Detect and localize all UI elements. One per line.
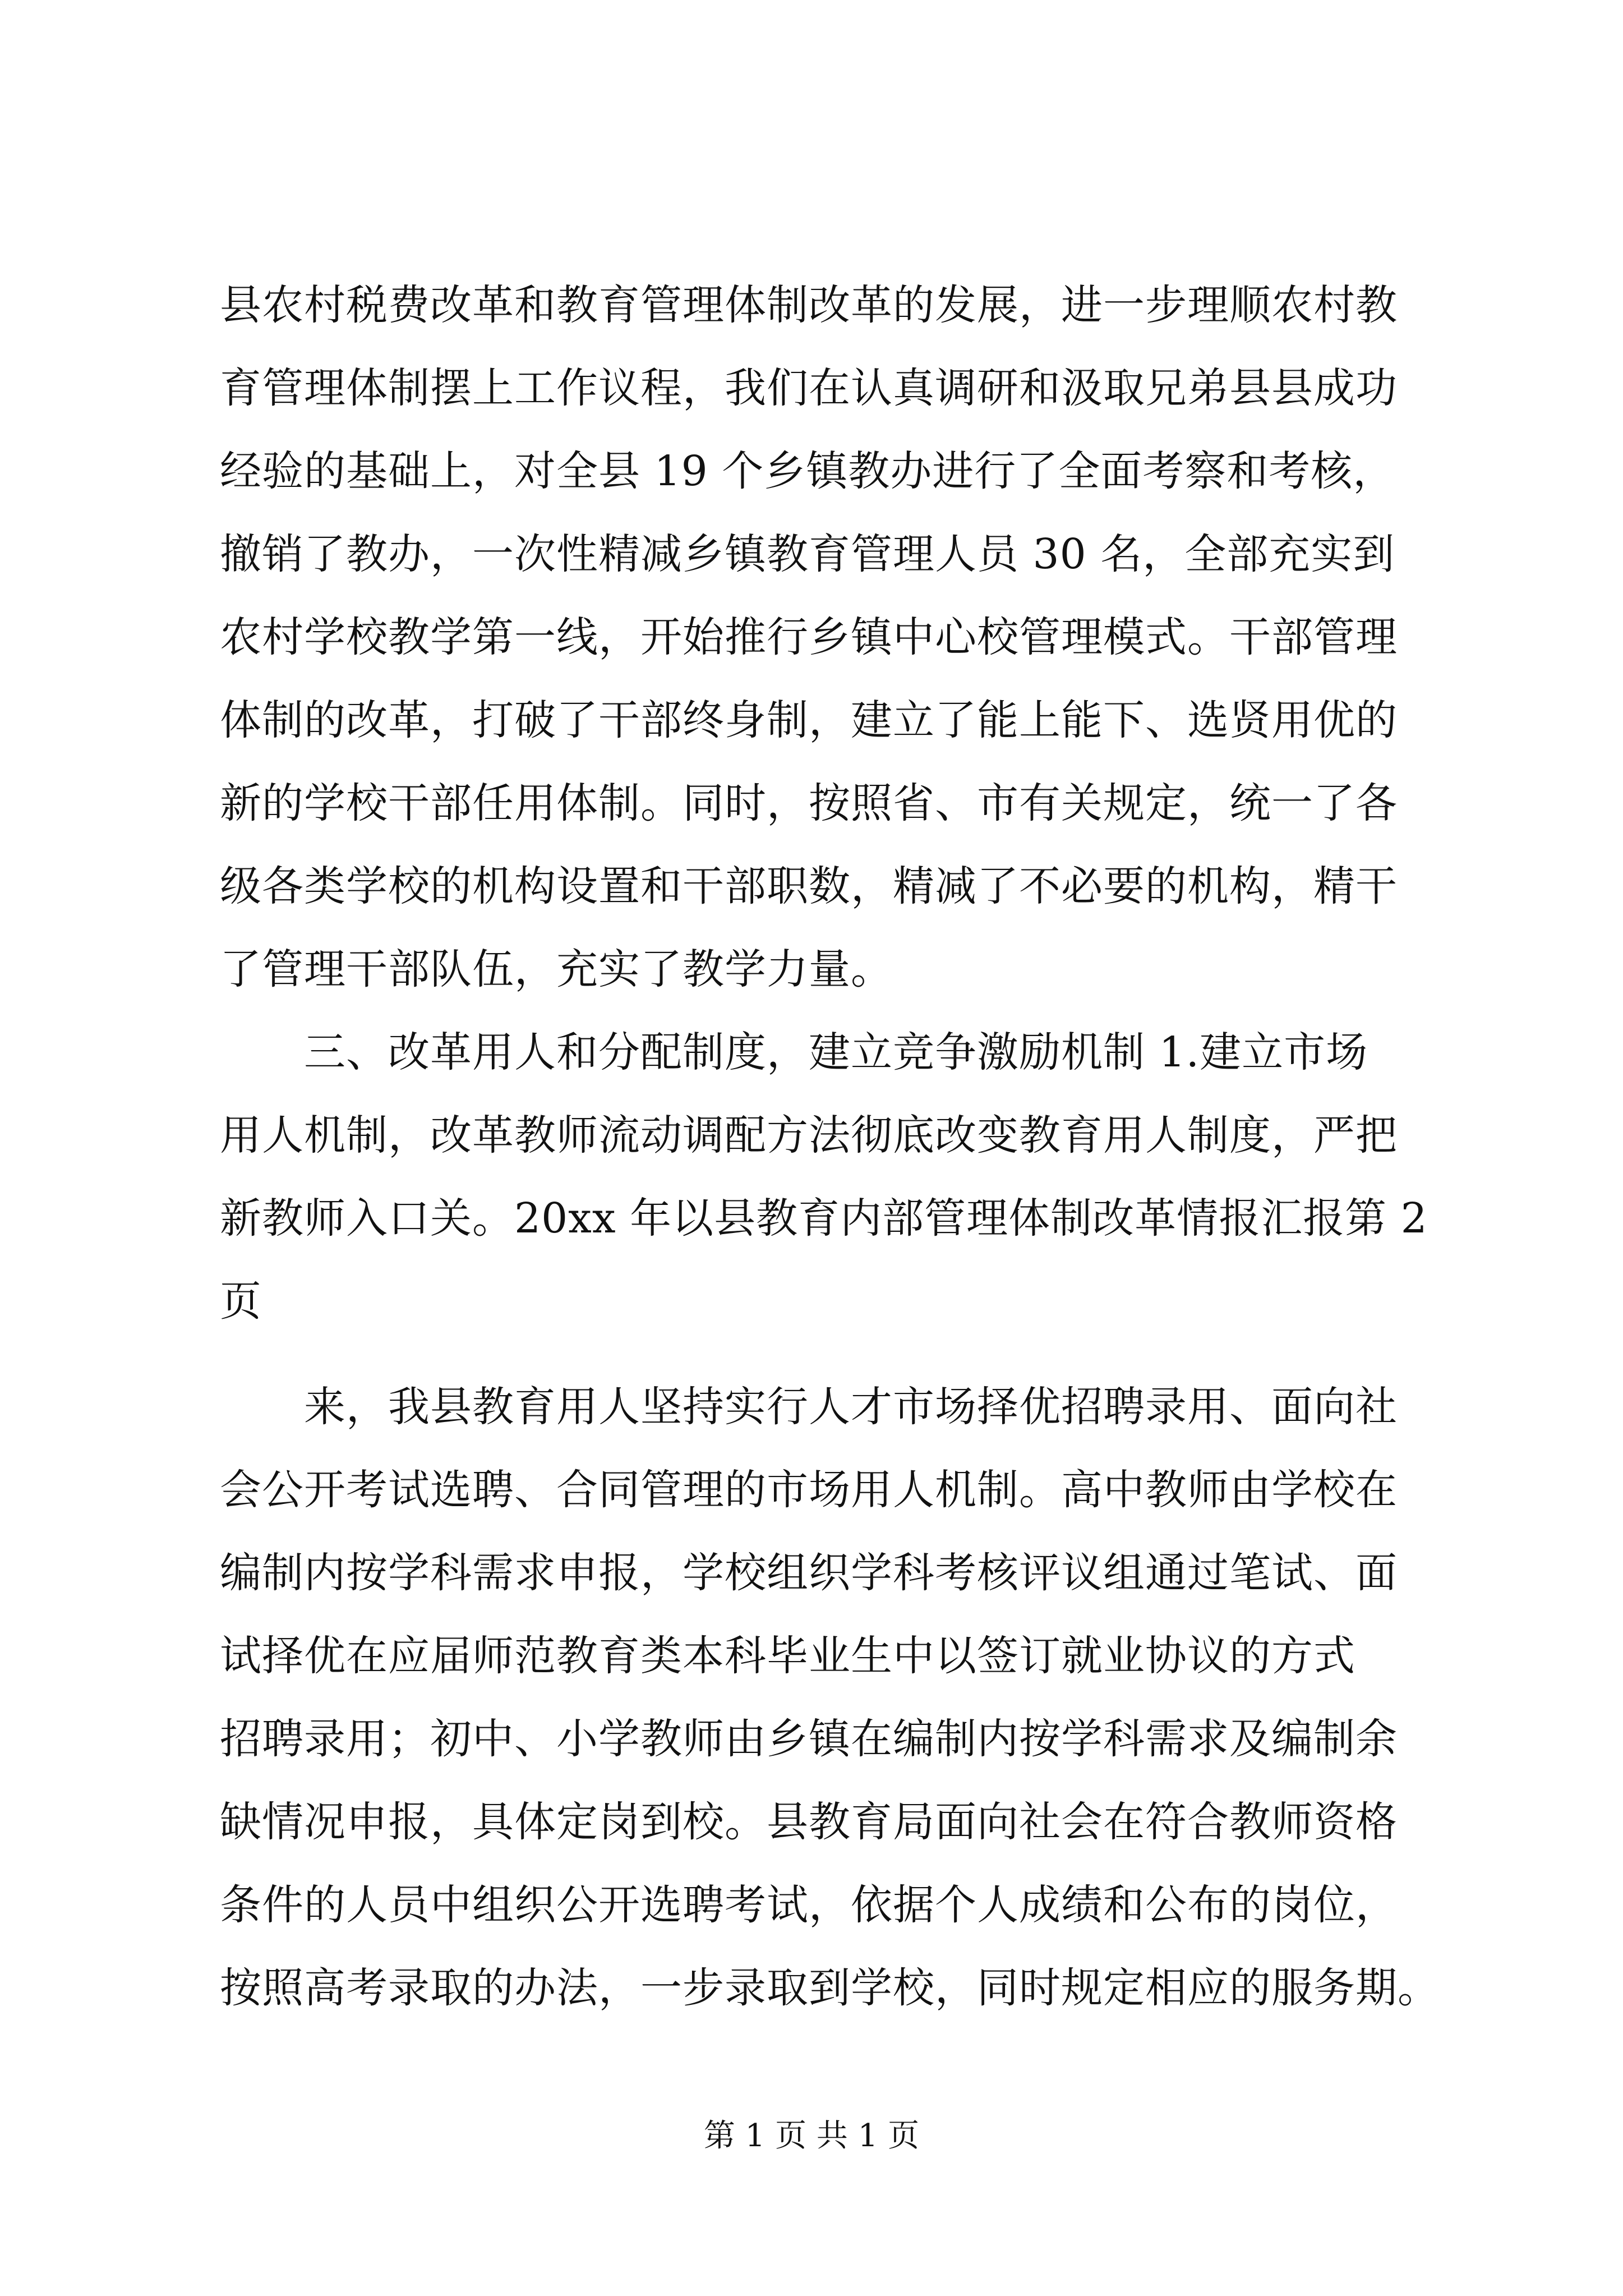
- text-line: 育管理体制摆上工作议程，我们在认真调研和汲取兄弟县县成功: [220, 364, 1398, 412]
- paragraph-2: [220, 1011, 1448, 1343]
- page-number: 第 1 页 共 1 页: [703, 2118, 920, 2154]
- paragraph-spacer: [220, 1343, 1448, 1365]
- text-line: 按照高考录取的办法，一步录取到学校，同时规定相应的服务期。: [220, 1964, 1440, 2012]
- text-line: 招聘录用；初中、小学教师由乡镇在编制内按学科需求及编制余: [220, 1715, 1398, 1763]
- text-line: 会公开考试选聘、合同管理的市场用人机制。高中教师由学校在: [220, 1466, 1398, 1514]
- text-line: 新的学校干部任用体制。同时，按照省、市有关规定，统一了各: [220, 779, 1398, 827]
- text-line: 农村学校教学第一线，开始推行乡镇中心校管理模式。干部管理: [220, 613, 1398, 661]
- text-line: 条件的人员中组织公开选聘考试，依据个人成绩和公布的岗位，: [220, 1881, 1398, 1929]
- paragraph-3: [220, 1365, 1448, 2030]
- text-line: 来，我县教育用人坚持实行人才市场择优招聘录用、面向社: [304, 1383, 1398, 1431]
- page-footer: [0, 2114, 1623, 2159]
- text-line: 用人机制，改革教师流动调配方法彻底改变教育用人制度，严把: [220, 1111, 1398, 1159]
- text-line: 县农村税费改革和教育管理体制改革的发展，进一步理顺农村教: [220, 281, 1398, 329]
- text-line: 体制的改革，打破了干部终身制，建立了能上能下、选贤用优的: [220, 696, 1398, 744]
- text-line: 级各类学校的机构设置和干部职数，精减了不必要的机构，精干: [220, 862, 1398, 910]
- text-line: 撤销了教办，一次性精减乡镇教育管理人员 30 名，全部充实到: [220, 530, 1395, 578]
- text-line: 经验的基础上，对全县 19 个乡镇教办进行了全面考察和考核，: [220, 447, 1395, 495]
- document-body: [220, 264, 1448, 2030]
- text-line: 缺情况申报，具体定岗到校。县教育局面向社会在符合教师资格: [220, 1798, 1398, 1846]
- text-line: 新教师入口关。20xx 年以县教育内部管理体制改革情报汇报第 2: [220, 1194, 1428, 1243]
- paragraph-1: [220, 264, 1448, 1011]
- text-line: 三、改革用人和分配制度，建立竞争激励机制 1.建立市场: [304, 1028, 1368, 1076]
- text-line: 编制内按学科需求申报，学校组织学科考核评议组通过笔试、面: [220, 1549, 1398, 1597]
- text-line: 试择优在应届师范教育类本科毕业生中以签订就业协议的方式: [220, 1632, 1355, 1680]
- text-line: 了管理干部队伍，充实了教学力量。: [220, 945, 893, 993]
- text-line: 页: [220, 1277, 262, 1326]
